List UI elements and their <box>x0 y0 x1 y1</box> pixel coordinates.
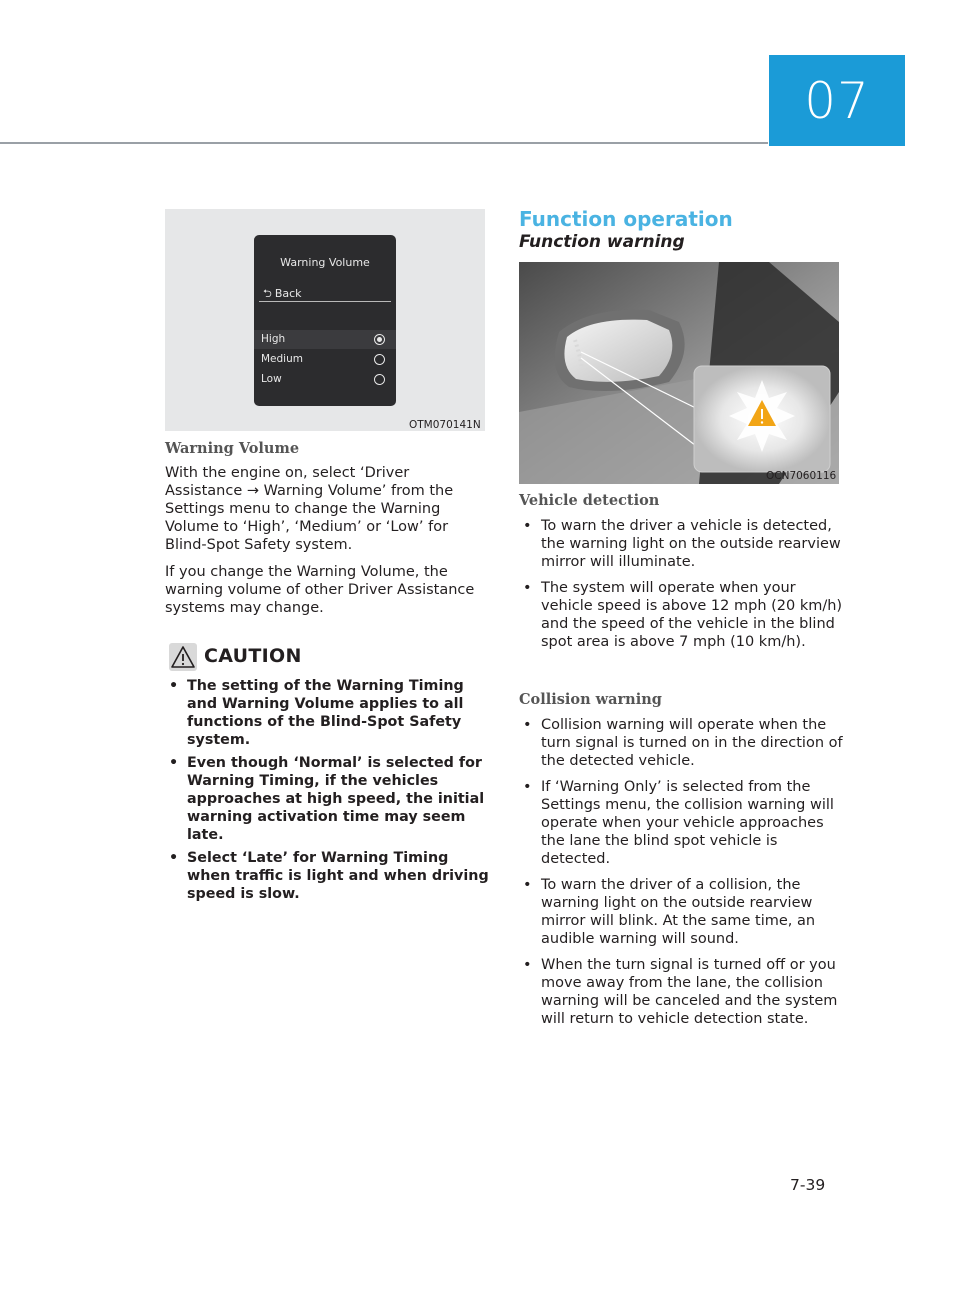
caution-title: CAUTION <box>204 645 302 667</box>
option-label: Medium <box>261 353 303 365</box>
option-low[interactable] <box>254 370 396 389</box>
option-high[interactable] <box>254 330 396 349</box>
figure-code: OTM070141N <box>409 419 481 431</box>
caution-list <box>165 677 490 908</box>
warning-volume-text <box>165 464 483 617</box>
back-label: Back <box>274 287 302 300</box>
figure-code: OCN7060116 <box>766 470 837 482</box>
function-operation-heading: Function operation <box>519 207 733 231</box>
function-warning-subheading: Function warning <box>519 232 685 252</box>
radio-icon[interactable] <box>374 354 385 365</box>
menu-divider <box>259 301 391 302</box>
radio-icon[interactable] <box>374 374 385 385</box>
vehicle-detection-heading: Vehicle detection <box>519 492 660 509</box>
header-rule <box>0 142 768 144</box>
screen-title: Warning Volume <box>280 256 370 269</box>
collision-warning-heading: Collision warning <box>519 691 662 708</box>
list-item: • To warn the driver of a collision, the warning light on the outside rearview mirror will blink. At the same time, an audible warning will sound. <box>519 876 844 948</box>
option-label: Low <box>261 373 282 385</box>
paragraph: With the engine on, select ‘Driver Assistance → Warning Volume’ from the Settings menu to change the Warning Volume to ‘High’, ‘Medium’ or ‘Low’ for Blind-Spot Safety system. <box>165 465 454 553</box>
paragraph: If you change the Warning Volume, the warning volume of other Driver Assistance systems may change. <box>165 564 475 616</box>
radio-selected-icon[interactable] <box>374 334 385 345</box>
vehicle-detection-list <box>519 517 844 659</box>
page-number: 7-39 <box>790 1176 826 1194</box>
back-arrow-icon: ⮌ <box>263 287 272 300</box>
list-item: • When the turn signal is turned off or you move away from the lane, the collision warning will be canceled and the system will return to vehicle detection state. <box>519 956 844 1028</box>
mirror-warning-figure <box>519 262 839 484</box>
list-item: • If ‘Warning Only’ is selected from the Settings menu, the collision warning will operate when your vehicle approaches the lane the blind spot vehicle is detected. <box>519 778 844 868</box>
list-item: • The setting of the Warning Timing and Warning Volume applies to all functions of the Blind-Spot Safety system. <box>165 677 490 749</box>
chapter-tab: 07 <box>769 55 905 146</box>
list-item: • To warn the driver a vehicle is detected, the warning light on the outside rearview mirror will illuminate. <box>519 517 844 571</box>
list-item: • The system will operate when your vehicle speed is above 12 mph (20 km/h) and the speed of the vehicle in the blind spot area is above 7 mph (10 km/h). <box>519 579 844 651</box>
warning-volume-heading: Warning Volume <box>165 440 300 457</box>
caution-warning-icon <box>169 643 197 671</box>
option-medium[interactable] <box>254 350 396 369</box>
warning-volume-figure <box>165 209 485 431</box>
collision-warning-list <box>519 716 844 1036</box>
list-item: • Even though ‘Normal’ is selected for Warning Timing, if the vehicles approaches at high speed, the initial warning activation time may seem late. <box>165 754 490 844</box>
option-label: High <box>261 333 286 345</box>
list-item: • Collision warning will operate when the turn signal is turned on in the direction of the detected vehicle. <box>519 716 844 770</box>
list-item: • Select ‘Late’ for Warning Timing when traffic is light and when driving speed is slow. <box>165 849 490 903</box>
cluster-screen <box>254 235 396 406</box>
